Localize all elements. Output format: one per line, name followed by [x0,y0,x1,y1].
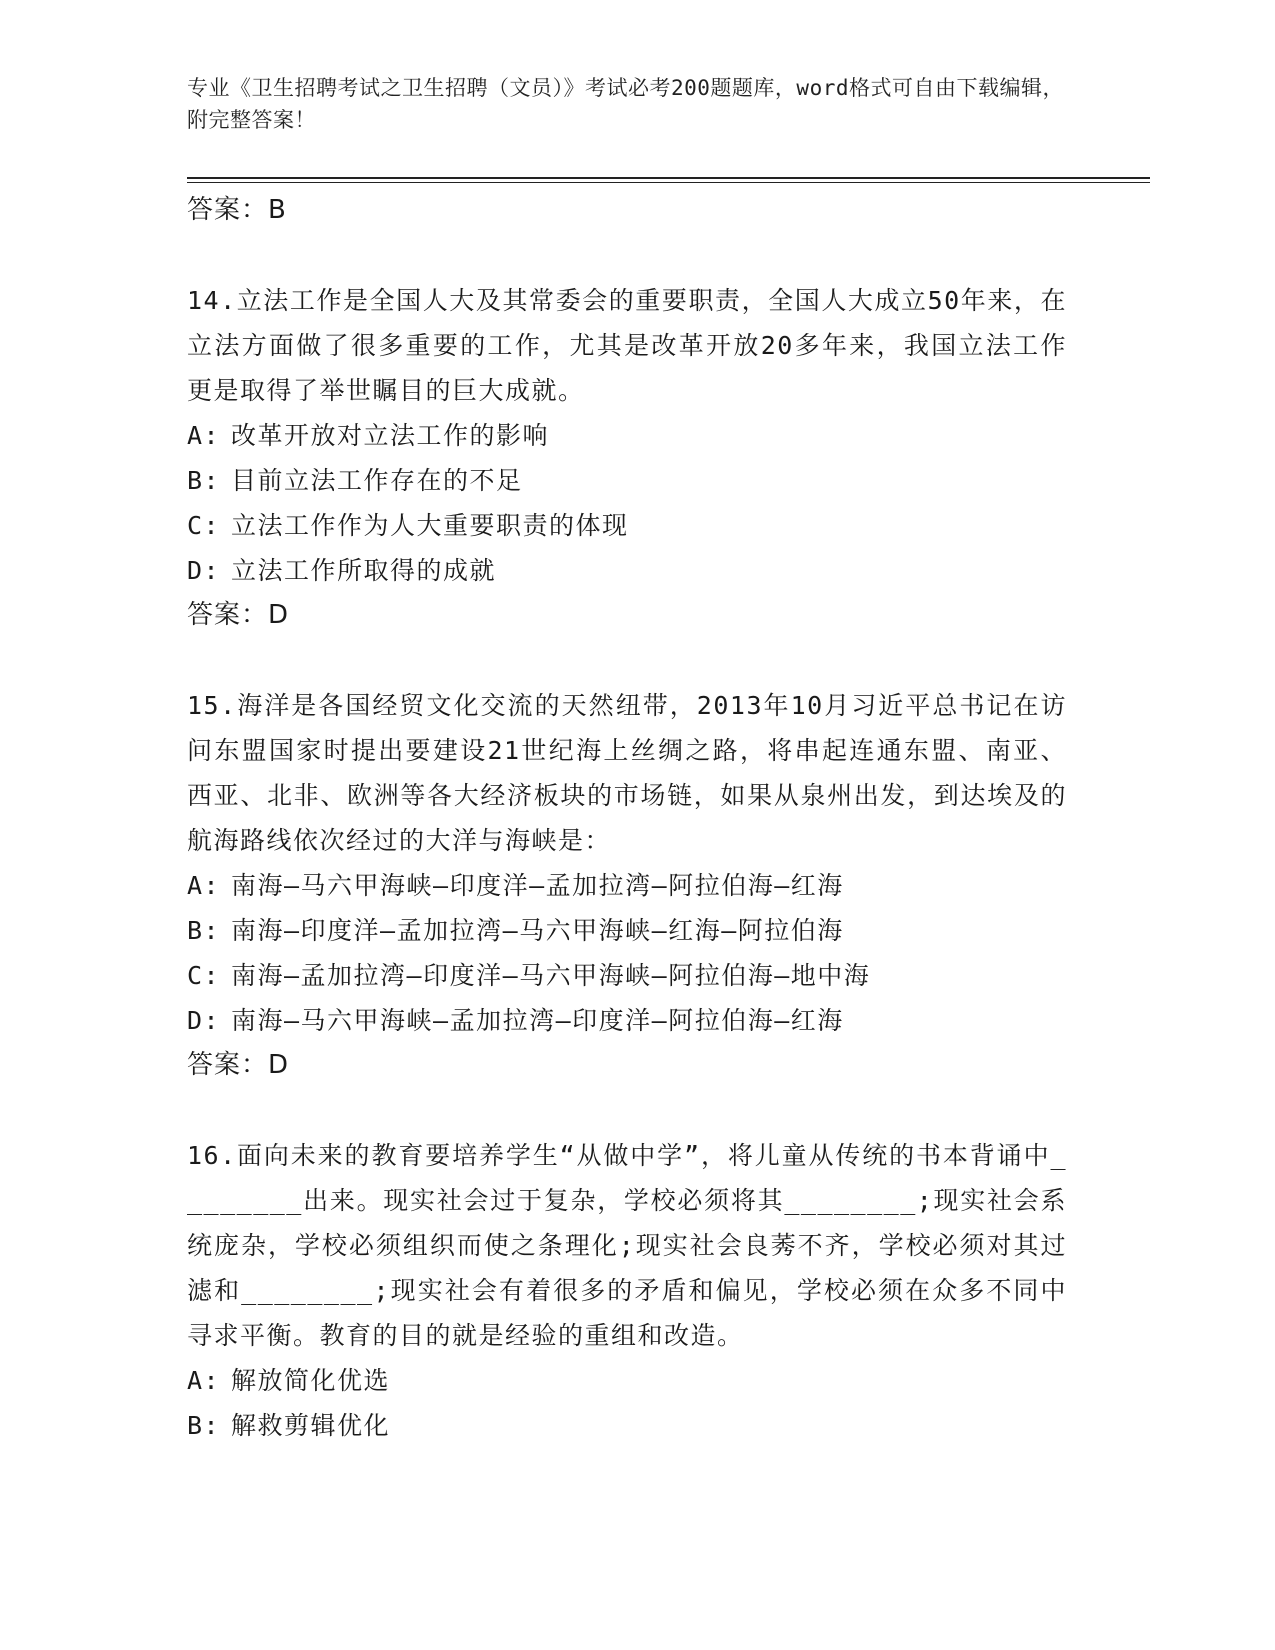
option-a [187,413,1067,458]
question-stem: 16.面向未来的教育要培养学生“从做中学”，将儿童从传统的书本背诵中________出来。现实社会过于复杂，学校必须将其________;现实社会系统庞杂，学校必须组织而使之条理化;现实社会良莠不齐，学校必须对其过滤和________;现实社会有着很多的矛盾和偏见，学校必须在众多不同中寻求平衡。教育的目的就是经验的重组和改造。 [187,1141,1067,1350]
option-letter: C: [187,511,221,540]
option-letter: B: [187,916,221,945]
question-16 [187,1133,1067,1448]
option-d [187,998,1067,1043]
option-text: 立法工作所取得的成就 [231,556,497,585]
option-text: 南海—孟加拉湾—印度洋—马六甲海峡—阿拉伯海—地中海 [231,961,871,990]
answer-line: 答案：D [187,600,290,630]
option-letter: A: [187,1366,221,1395]
option-c [187,953,1067,998]
option-text: 改革开放对立法工作的影响 [231,421,550,450]
option-text: 南海—马六甲海峡—印度洋—孟加拉湾—阿拉伯海—红海 [231,871,844,900]
option-text: 解放简化优选 [231,1366,391,1395]
option-letter: A: [187,871,221,900]
spacer [187,233,1067,278]
option-letter: B: [187,466,221,495]
option-text: 立法工作作为人大重要职责的体现 [231,511,629,540]
option-b [187,458,1067,503]
option-text: 南海—印度洋—孟加拉湾—马六甲海峡—红海—阿拉伯海 [231,916,844,945]
question-stem: 15.海洋是各国经贸文化交流的天然纽带，2013年10月习近平总书记在访问东盟国家时提出要建设21世纪海上丝绸之路，将串起连通东盟、南亚、西亚、北非、欧洲等各大经济板块的市场链，如果从泉州出发，到达埃及的航海路线依次经过的大洋与海峡是： [187,691,1067,855]
option-b [187,908,1067,953]
question-stem: 14.立法工作是全国人大及其常委会的重要职责，全国人大成立50年来，在立法方面做了很多重要的工作，尤其是改革开放20多年来，我国立法工作更是取得了举世瞩目的巨大成就。 [187,286,1067,405]
option-text: 南海—马六甲海峡—孟加拉湾—印度洋—阿拉伯海—红海 [231,1006,844,1035]
header-rule-thick [187,177,1150,179]
question-15 [187,683,1067,1088]
option-text: 解救剪辑优化 [231,1411,391,1440]
answer-line: 答案：D [187,1050,290,1080]
answer-line: 答案：B [187,195,287,225]
option-letter: A: [187,421,221,450]
option-letter: D: [187,1006,221,1035]
option-letter: C: [187,961,221,990]
page-header: 专业《卫生招聘考试之卫生招聘（文员）》考试必考200题题库，word格式可自由下载编辑，附完整答案！ [187,76,1064,132]
question-14 [187,278,1067,638]
option-a [187,863,1067,908]
spacer [187,1088,1067,1133]
option-letter: D: [187,556,221,585]
spacer [187,638,1067,683]
option-c [187,503,1067,548]
option-b [187,1403,1067,1448]
header-rule-thin [187,182,1150,183]
option-a [187,1358,1067,1403]
option-letter: B: [187,1411,221,1440]
option-d [187,548,1067,593]
option-text: 目前立法工作存在的不足 [231,466,523,495]
question-list [187,188,1067,1448]
